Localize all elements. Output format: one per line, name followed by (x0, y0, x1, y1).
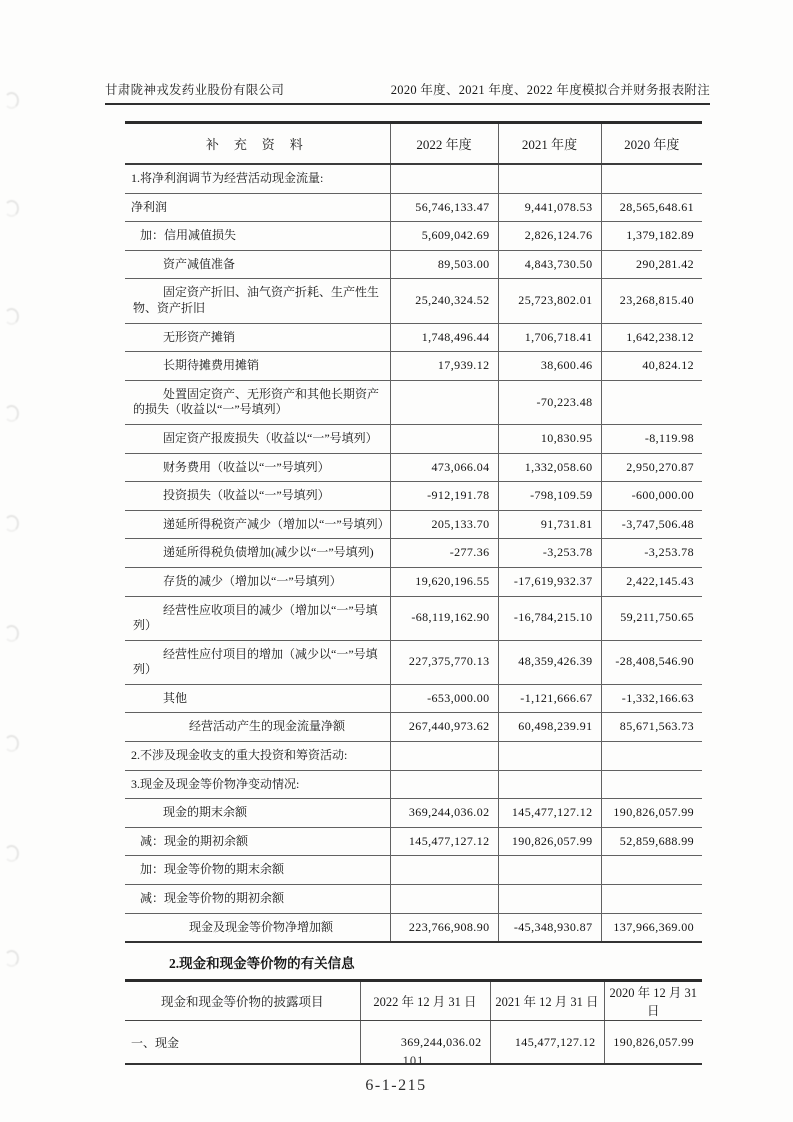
page-number: 101 (402, 1054, 425, 1068)
row-value: 23,268,815.40 (601, 279, 702, 323)
row-value: 145,477,127.12 (490, 1021, 604, 1065)
table-row (125, 222, 702, 251)
row-value (498, 770, 601, 799)
row-value: 1,748,496.44 (390, 323, 498, 352)
row-value: 227,375,770.13 (390, 640, 498, 684)
row-value (498, 856, 601, 885)
row-value (601, 856, 702, 885)
row-value: 145,477,127.12 (390, 827, 498, 856)
table-row (125, 567, 702, 596)
row-value: 2,950,270.87 (601, 453, 702, 482)
column-header-supplementary-info: 补 充 资 料 (125, 123, 390, 165)
row-value: -277.36 (390, 539, 498, 568)
row-value: 28,565,648.61 (601, 193, 702, 222)
row-value: 25,240,324.52 (390, 279, 498, 323)
table-row (125, 770, 702, 799)
table-row (125, 913, 702, 942)
row-value: 2,826,124.76 (498, 222, 601, 251)
row-value: 60,498,239.91 (498, 713, 601, 742)
row-value: 1,642,238.12 (601, 323, 702, 352)
row-value (390, 885, 498, 914)
row-value: 89,503.00 (390, 250, 498, 279)
row-label: 减：现金的期初余额 (125, 827, 390, 856)
scan-artifact (4, 405, 19, 422)
row-value: 190,826,057.99 (601, 799, 702, 828)
row-value: -16,784,215.10 (498, 596, 601, 640)
supplementary-table-body (125, 164, 702, 942)
table-row (125, 596, 702, 640)
row-label: 递延所得税负债增加(减少以“一”号填列) (125, 539, 390, 568)
row-value: -3,253.78 (601, 539, 702, 568)
row-value: 1,379,182.89 (601, 222, 702, 251)
table-row (125, 640, 702, 684)
row-value: 205,133.70 (390, 510, 498, 539)
row-value: -28,408,546.90 (601, 640, 702, 684)
row-label: 净利润 (125, 193, 390, 222)
row-value (390, 742, 498, 771)
row-label: 加：信用减值损失 (125, 222, 390, 251)
row-value (601, 885, 702, 914)
row-label: 资产减值准备 (125, 250, 390, 279)
table-row (125, 380, 702, 424)
row-value (601, 770, 702, 799)
supplementary-table (125, 121, 702, 943)
row-value: 369,244,036.02 (360, 1021, 490, 1065)
table-row (125, 742, 702, 771)
column-header-2021-12-31: 2021 年 12 月 31 日 (490, 981, 604, 1021)
table-row (125, 799, 702, 828)
row-value: 2,422,145.43 (601, 567, 702, 596)
table-row (125, 482, 702, 511)
row-value: 85,671,563.73 (601, 713, 702, 742)
scan-artifact (4, 625, 19, 642)
row-label: 一、现金 (125, 1021, 360, 1065)
row-value: 40,824.12 (601, 352, 702, 381)
row-value: -1,332,166.63 (601, 684, 702, 713)
scan-artifact (4, 92, 19, 109)
table-row (125, 250, 702, 279)
column-header-2020: 2020 年度 (601, 123, 702, 165)
row-value (390, 856, 498, 885)
row-value: 137,966,369.00 (601, 913, 702, 942)
row-value: -17,619,932.37 (498, 567, 601, 596)
row-label: 经营性应收项目的减少（增加以“一”号填列） (125, 596, 390, 640)
row-value: 290,281.42 (601, 250, 702, 279)
row-value (390, 164, 498, 193)
row-value (390, 770, 498, 799)
row-value: 52,859,688.99 (601, 827, 702, 856)
row-value: -45,348,930.87 (498, 913, 601, 942)
row-label: 加：现金等价物的期末余额 (125, 856, 390, 885)
row-value: 223,766,908.90 (390, 913, 498, 942)
row-value (390, 380, 498, 424)
table-row (125, 510, 702, 539)
document-header (105, 80, 710, 105)
row-value (498, 742, 601, 771)
row-value: 9,441,078.53 (498, 193, 601, 222)
row-value: 145,477,127.12 (498, 799, 601, 828)
page-content (125, 121, 702, 1065)
row-value (390, 424, 498, 453)
table-row (125, 539, 702, 568)
table-row (125, 323, 702, 352)
row-value: 4,843,730.50 (498, 250, 601, 279)
row-value: -600,000.00 (601, 482, 702, 511)
cash-info-table-head (125, 981, 702, 1021)
row-value (498, 885, 601, 914)
row-label: 固定资产报废损失（收益以“一”号填列） (125, 424, 390, 453)
table-row (125, 279, 702, 323)
row-value: -8,119.98 (601, 424, 702, 453)
row-value: 59,211,750.65 (601, 596, 702, 640)
table-row (125, 713, 702, 742)
header-row (125, 123, 702, 165)
row-label: 其他 (125, 684, 390, 713)
column-header-2022: 2022 年度 (390, 123, 498, 165)
row-value: 17,939.12 (390, 352, 498, 381)
row-label: 3.现金及现金等价物净变动情况: (125, 770, 390, 799)
row-value: 267,440,973.62 (390, 713, 498, 742)
row-value: 1,706,718.41 (498, 323, 601, 352)
row-label: 投资损失（收益以“一”号填列） (125, 482, 390, 511)
column-header-disclosure-item: 现金和现金等价物的披露项目 (125, 981, 360, 1021)
row-label: 2.不涉及现金收支的重大投资和筹资活动: (125, 742, 390, 771)
table-row (125, 352, 702, 381)
table-row (125, 164, 702, 193)
row-value: -3,253.78 (498, 539, 601, 568)
row-label: 无形资产摊销 (125, 323, 390, 352)
row-label: 递延所得税资产减少（增加以“一”号填列） (125, 510, 390, 539)
row-value: 19,620,196.55 (390, 567, 498, 596)
table-row (125, 827, 702, 856)
table-row (125, 424, 702, 453)
row-value: 56,746,133.47 (390, 193, 498, 222)
cash-info-heading: 2.现金和现金等价物的有关信息 (169, 956, 355, 972)
row-value: 5,609,042.69 (390, 222, 498, 251)
row-label: 经营性应付项目的增加（减少以“一”号填列） (125, 640, 390, 684)
row-value: 91,731.81 (498, 510, 601, 539)
row-label: 处置固定资产、无形资产和其他长期资产的损失（收益以“一”号填列） (125, 380, 390, 424)
row-value: -912,191.78 (390, 482, 498, 511)
row-value: -1,121,666.67 (498, 684, 601, 713)
scan-artifact (4, 950, 19, 967)
row-value: -68,119,162.90 (390, 596, 498, 640)
scan-artifact (4, 515, 19, 532)
row-value: 190,826,057.99 (604, 1021, 702, 1065)
row-label: 现金及现金等价物净增加额 (125, 913, 390, 942)
row-value: 1,332,058.60 (498, 453, 601, 482)
scan-artifact (4, 200, 19, 217)
row-label: 长期待摊费用摊销 (125, 352, 390, 381)
row-label: 固定资产折旧、油气资产折耗、生产性生物、资产折旧 (125, 279, 390, 323)
scan-artifact (4, 845, 19, 862)
row-label: 经营活动产生的现金流量净额 (125, 713, 390, 742)
supplementary-table-head (125, 123, 702, 165)
row-value: 473,066.04 (390, 453, 498, 482)
row-label: 减：现金等价物的期初余额 (125, 885, 390, 914)
row-label: 存货的减少（增加以“一”号填列） (125, 567, 390, 596)
header-row (125, 981, 702, 1021)
scan-artifact (4, 308, 19, 325)
row-value: 48,359,426.39 (498, 640, 601, 684)
table-row (125, 193, 702, 222)
row-label: 1.将净利润调节为经营活动现金流量: (125, 164, 390, 193)
row-label: 现金的期末余额 (125, 799, 390, 828)
report-title: 2020 年度、2021 年度、2022 年度模拟合并财务报表附注 (390, 83, 710, 97)
column-header-2021: 2021 年度 (498, 123, 601, 165)
row-value (498, 164, 601, 193)
row-value: -70,223.48 (498, 380, 601, 424)
row-value: 190,826,057.99 (498, 827, 601, 856)
scan-artifact (4, 735, 19, 752)
row-value: -3,747,506.48 (601, 510, 702, 539)
table-row (125, 856, 702, 885)
cash-info-table (125, 979, 702, 1065)
row-value: 38,600.46 (498, 352, 601, 381)
row-label: 财务费用（收益以“一”号填列） (125, 453, 390, 482)
table-row (125, 684, 702, 713)
table-row (125, 885, 702, 914)
table-row (125, 453, 702, 482)
document-code: 6-1-215 (365, 1077, 427, 1094)
row-value: -653,000.00 (390, 684, 498, 713)
company-name: 甘肃陇神戎发药业股份有限公司 (105, 83, 285, 97)
column-header-2022-12-31: 2022 年 12 月 31 日 (360, 981, 490, 1021)
row-value: 10,830.95 (498, 424, 601, 453)
row-value: 369,244,036.02 (390, 799, 498, 828)
row-value: -798,109.59 (498, 482, 601, 511)
row-value: 25,723,802.01 (498, 279, 601, 323)
row-value (601, 742, 702, 771)
row-value (601, 380, 702, 424)
row-value (601, 164, 702, 193)
column-header-2020-12-31: 2020 年 12 月 31 日 (604, 981, 702, 1021)
